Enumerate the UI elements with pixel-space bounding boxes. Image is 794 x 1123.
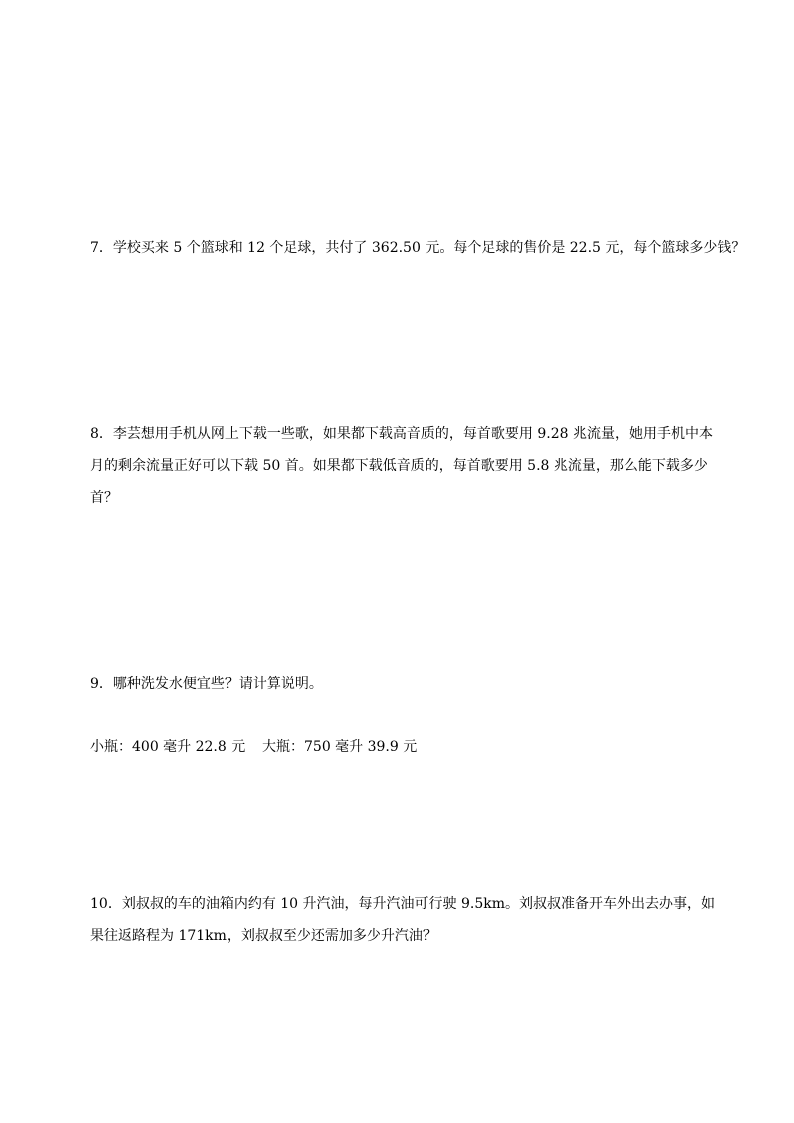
- question-9: 9．哪种洗发水便宜些？请计算说明。: [90, 676, 323, 692]
- question-7: 7．学校买来 5 个篮球和 12 个足球，共付了 362.50 元。每个足球的售价是 22.5 元，每个篮球多少钱？: [90, 240, 746, 256]
- question-8-line-3: 首？: [90, 490, 118, 506]
- question-8-line-2: 月的剩余流量正好可以下载 50 首。如果都下载低音质的，每首歌要用 5.8 兆流量，那么能下载多少: [90, 458, 708, 474]
- question-9-large-bottle: 大瓶：750 毫升 39.9 元: [262, 739, 418, 755]
- question-10-line-2: 果往返路程为 171km，刘叔叔至少还需加多少升汽油？: [90, 928, 437, 944]
- question-8-line-1: 8．李芸想用手机从网上下载一些歌，如果都下载高音质的，每首歌要用 9.28 兆流量，她用手机中本: [90, 426, 713, 442]
- question-10-line-1: 10．刘叔叔的车的油箱内约有 10 升汽油，每升汽油可行驶 9.5km。刘叔叔准备开车外出去办事，如: [90, 896, 716, 912]
- question-9-small-bottle: 小瓶：400 毫升 22.8 元: [90, 739, 246, 755]
